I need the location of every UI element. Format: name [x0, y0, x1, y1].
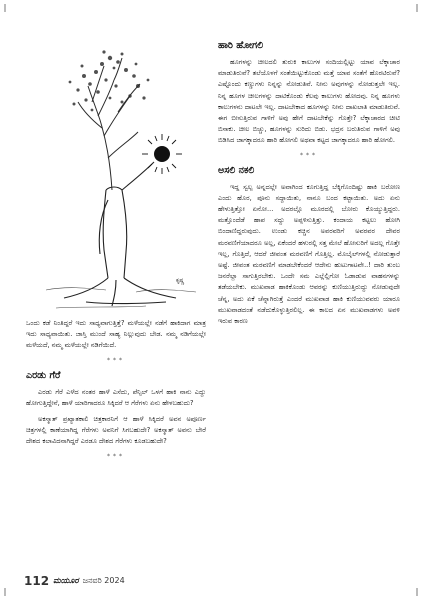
section-divider: ***: [107, 452, 125, 460]
section-title-asali-nakali: ಅಸಲಿ ನಕಲಿ: [218, 164, 255, 176]
magazine-name: ಮಯೂರ: [53, 576, 79, 585]
paragraph: ಎರಡು ಗೆರೆ ಎಳೆದ ನಂತರ ಹಾಳೆ ಎಸೆದು, ಪೆನ್ಸಿಲ್ ಒಳಗೆ ಹಾಕಿ ನಾನು ಎದ್ದು ಹೋಗುತ್ತಿದ್ದೇನೆ, ಹಾಳೆ ಯಾರಿಗಾದರೂ ಸಿಕ್ಕಿದರೆ ಆ ಗೆರೆಗಳು ಏನು ಹೇಳಬಹುದು?: [26, 387, 206, 407]
man-figure-icon: [64, 162, 176, 306]
signature: ಕೃಷ್ಣ: [176, 277, 185, 284]
tree-branches-icon: [78, 58, 140, 190]
paragraph: ಒಂದು ಕಡೆ ನಿಂತಿದ್ದರೆ ಇದು ಸಾಧ್ಯವಾಗುತ್ತಿತ್ತೆ? ಮಳೆಯಲ್ಲೇ ನಡೆಗೆ ಹಾಕಿದಾಗ ಮಾತ್ರ ಇದು ಸಾಧ್ಯವಾಯಿತು. ಜಾಸ್ತಿ ಮುಂದೆ ಸಾಹ್ಯ ನಿಲ್ಲುವುದು ಬೇಡ. ನಮ್ಮ ನಡಿಗೆಯಲ್ಲೇ ಮಳೆಯದೆ, ನಮ್ಮ ಮಳೆಯಲ್ಲೇ ನಡಿಗೆಯಿದೆ.: [26, 319, 206, 350]
crop-mark: [416, 588, 418, 596]
section-title-eradu-gere: ಎರಡು ಗೆರೆ: [26, 369, 61, 381]
crop-mark: [4, 588, 6, 596]
paragraph: ಇದ್ದ ಸ್ವಲ್ಪ ಅನ್ನದಲ್ಲೇ ಅವಾಗಿಂದ ಕೂಗುತ್ತಿದ್ದ ಬೆಕ್ಕಿಗೊಂದಿಷ್ಟು ಹಾಕಿ ಬರೋಣ ಎಂದು ಹೊರ, ಪೂನು ಸದ್ದಾಯಿತು, ನಾನೂ ಬಂದ ಕಟ್ಟಾಯಿತು. ಅದು ಏನು ಹೇಳುತ್ತಿತ್ತೋ ಏನೋ... ಅದರಲ್ಲೊ ಮೂರದಲ್ಲಿ ಬೋರು ಕೊಯ್ಯುತ್ತಿದ್ದರು. ಮತ್ತೊಂದೆಡೆ ಹಾಪ ಸದ್ದು ಅಪ್ಪಳಿಸುತ್ತಿತ್ತು. ಕಂದಾಯ ಕಟ್ಟಲು ಹೋಗಿ ಬಿಂದಾಣಿದ್ದರುವುದು. ಉಂಡು ಕಚ್ಚಿನ ಅವರವರಿಗೆ ಅವರವರ ದೇವರ ಮರವಣಿಗೆಯಾದರೂ ಅಲ್ಲ, ಏಕೆಂದರೆ ಹಳುರಲ್ಲಿ ಸತ್ತ ಮೇಲೆ ಹೋಸುರಿಗೆ ಅದಲ್ಲ ಗೊತ್ತೇ ಇಲ್ಲ, ಗೊತ್ತಿದೆ, ಆದರೆ ಜೀವಂತ ಮರವಣಿಗೆ ಗೊತ್ತಿಲ್ಲ. ಮೊಬೈಲ್‌ಗಳಲ್ಲಿ ನೋಡುತ್ತಾರೆ ಅಷ್ಟೆ. ಜೀವಂತ ಮರವಣಿಗೆ ಮಾಡಬೇಕೆಂದರೆ ಆದೇನು ಹುಟುಗಾಟವೇ..! ದಾರಿ ತುಂಬ ಜನರೆಲ್ಲಾ ಸಾಗುತ್ತಿರಬೇಕು. ಒಂದೇ ಸಮ ಎಲ್ಲೆಲ್ಲಿಗೋ ಓಡಾಡುವ ವಾಹನಗಳನ್ನು ತಡೆಯಬೇಕು. ಮುಖವಾಡ ಹಾಕಿಕೊಂಡು ಆವರನ್ನು ಕುಣಿಯುತ್ತಿರುದ್ದು ನೋಡುವುದೇ ಚೆನ್ನ, ಅದು ಏಕೆ ಚೆನ್ನಾಗಿರುತ್ತೆ ಎಂದರೆ ಮುಖವಾಡ ಹಾಕಿ ಕುಣಿಯುವವರು ಯಾರೂ ಮುಖವಾಡದಂತೆ ನಡೆದುಕೊಳ್ಳುತ್ತಿರಲಿಲ್ಲ. ಈ ಕಾಲದ ಏನ ಮುಖವಾಡಗಳು ಅವಳಿ ಇರುವ ಕಾರಣ: [218, 182, 400, 326]
sun-icon: [142, 134, 182, 174]
left-column-text: [26, 318, 206, 466]
tree-man-sun-sketch-icon: [26, 40, 206, 312]
section-divider: ***: [300, 151, 318, 159]
tree-foliage-icon: [69, 50, 150, 111]
page-footer: [24, 574, 125, 588]
right-column-text: [218, 40, 400, 332]
section-title-haari-hogali: ಹಾರಿ ಹೋಗಲಿ: [218, 40, 264, 51]
crop-mark: [4, 4, 6, 12]
paragraph: ಹೂಗಳನ್ನು ಚೀಲದಲಿ ತುರುಕಿ ಕಾಲುಗಳ ಸಂದಿಯಲ್ಲಿಟ್ಟು ಯಾವ ಲೆಕ್ಕಾಚಾರ ಮಾಡುತಿರುವೆ? ತಲೆಯೊಳಗೆ ಸಂತೆಯಿಟ್ಟುಕೊಂಡು ಮತ್ತೆ ಯಾವ ಸಂತೆಗೆ ಹೊರಟಿರುವೆ? ಎಷ್ಟೊಂದು ಕಣ್ಣುಗಳು ನಿನ್ನನ್ನು ನೋಡುತಿವೆ. ನೀನು ಅವುಗಳನ್ನು ನೋಡುತ್ತಲೇ ಇಲ್ಲ. ನಿನ್ನ ಹೂಗಳ ಚೀಲಗಳನ್ನು ದಾಟಿಕೊಂಡು ಕೆಲವು ಕಾಲುಗಳು ಹೋದವು. ನಿನ್ನ ಹೂಗಳು ಕಾಲುಗಳನು ದಾಟಲೇ ಇಲ್ಲ. ದಾಟಬೇಕಾದ ಹೂಗಳನ್ನು ನೀನು ದಾಖಲಾತಿ ಮಾಡುತಿರುವೆ. ಈಗ ಬೀಸುತ್ತಿರುವ ಗಾಳಿಗೆ ಅವು ಹೇಗೆ ದಾಟಬೇಕೆನ್ನು ಗೊತ್ತೇ? ಲೆಕ್ಕಾಚಾರದ ಚೀಟಿ ಬಿಸಾಕು. ಚೀಲ ಬಿಚ್ಚು, ಹೂಗಳನ್ನು ಸುರಿದು ಬಿಡು. ಭದ್ರನ ಬರುತಿರುವ ಗಾಳಿಗೆ ಅವು ಬಿಡಿಸಿದ ಜಾಗಕ್ಕಾದರೂ ಹಾರಿ ಹೋಗಲಿ ಅಥವಾ ಕಟ್ಟದ ಜಾಗಕ್ಕಾದರೂ ಹಾರಿ ಹೋಗಲಿ.: [218, 58, 400, 145]
page-number: 112: [24, 574, 50, 588]
section-divider: ***: [107, 356, 125, 364]
crop-mark: [416, 4, 418, 12]
issue-date: ಜನವರಿ 2024: [82, 576, 125, 585]
paragraph: ಅಕಸ್ಮಾತ್ ಪ್ರಖ್ಯಾತಕಾಲಿ ಚಿತ್ರಕಾರನಿಗೆ ಆ ಹಾಳೆ ಸಿಕ್ಕಿದರೆ ಅವನ ಅಪೂರ್ಣ ಚಿತ್ರಗಳಲ್ಲಿ ಕಾಣೆಯಾಗಿದ್ದ ಗೆರೆಗಳು ಅವನಿಗೆ ಸಿಗಬಹುದೇ? ಅಕಸ್ಮಾತ್ ಅವನು ಬೇರೆ ದೇಶದ ಕಲಾವಿದನಾಗಿದ್ದರೆ ಎರಡೂ ದೇಶದ ಗೆರೆಗಳು ಕೂಡಬಹುದೇ?: [26, 415, 206, 446]
